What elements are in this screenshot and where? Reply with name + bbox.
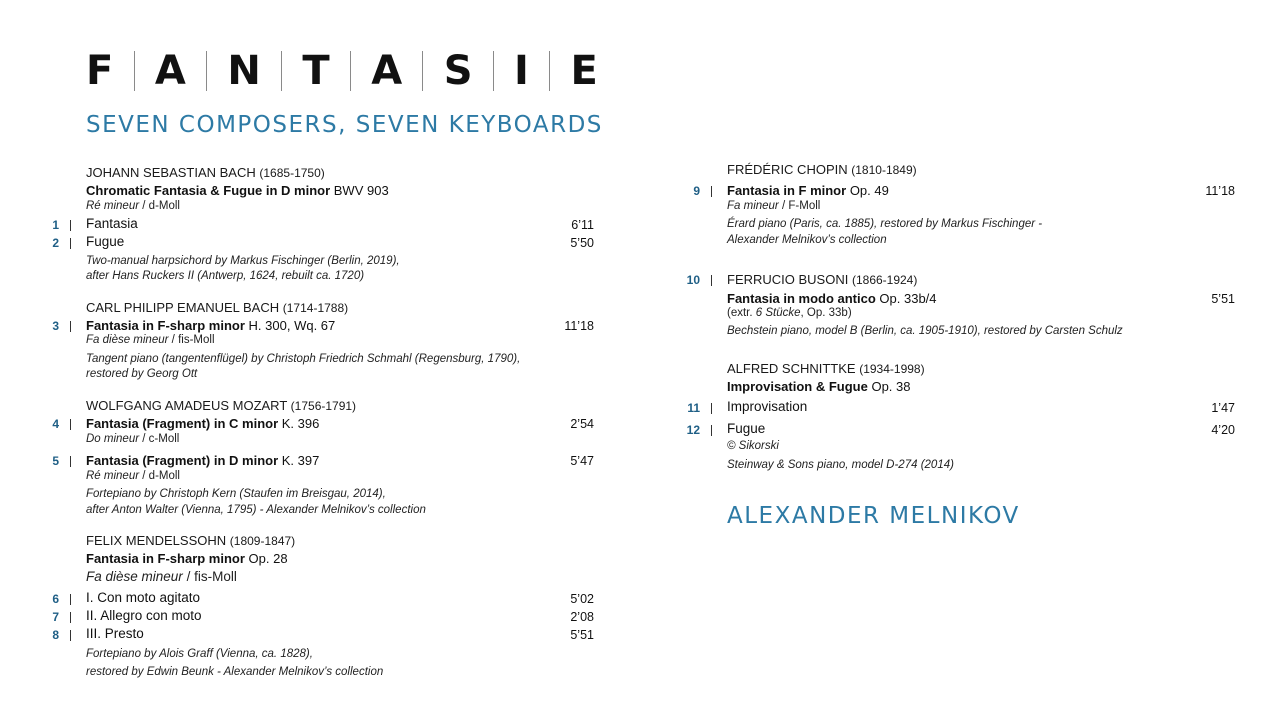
track-number: 4 <box>52 417 59 431</box>
composer-years: (1934-1998) <box>859 362 925 376</box>
work-title <box>86 318 335 334</box>
work-opus: K. 397 <box>281 453 320 468</box>
title-separator <box>350 51 351 91</box>
track-divider <box>70 594 71 605</box>
track-divider <box>711 275 712 286</box>
composer-heading <box>86 533 295 549</box>
composer-years: (1866-1924) <box>851 273 918 287</box>
work-name: Fantasia in modo antico <box>727 291 876 306</box>
work-opus: Op. 49 <box>849 183 889 198</box>
track-number: 9 <box>693 184 700 198</box>
key-french: Ré mineur <box>86 470 140 482</box>
title-letter: E <box>570 48 598 94</box>
work-name: Fantasia (Fragment) in C minor <box>86 416 279 431</box>
title-letter: T <box>302 48 330 94</box>
track-title: III. Presto <box>86 626 144 641</box>
title-separator <box>493 51 494 91</box>
title-separator <box>134 51 135 91</box>
track-duration: 6’11 <box>571 218 594 232</box>
work-opus: Op. 28 <box>248 551 288 566</box>
track-duration: 5’02 <box>570 592 594 606</box>
track-number: 1 <box>52 218 59 232</box>
track-duration: 11’18 <box>564 319 594 333</box>
track-divider <box>70 321 71 332</box>
track-number: 7 <box>52 610 59 624</box>
work-title <box>727 183 889 199</box>
track-number: 10 <box>686 273 700 287</box>
instrument-note: Érard piano (Paris, ca. 1885), restored by Markus Fischinger - <box>727 218 1043 230</box>
work-name: Fantasia in F minor <box>727 183 847 198</box>
title-separator <box>422 51 423 91</box>
key-french: Fa mineur <box>727 200 779 212</box>
track-duration: 4’20 <box>1211 423 1235 437</box>
track-number: 5 <box>52 454 59 468</box>
work-opus: Op. 33b/4 <box>879 291 937 306</box>
track-divider <box>711 425 712 436</box>
instrument-note: Two-manual harpsichord by Markus Fischinger (Berlin, 2019), <box>86 255 400 267</box>
work-name: Fantasia (Fragment) in D minor <box>86 453 279 468</box>
work-name: Improvisation & Fugue <box>727 379 868 394</box>
composer-heading <box>727 162 917 178</box>
key-german: d-Moll <box>148 470 180 482</box>
extract-collection: 6 Stücke <box>755 307 801 319</box>
work-name: Fantasia in F-sharp minor <box>86 318 245 333</box>
instrument-note: Fortepiano by Christoph Kern (Staufen im Breisgau, 2014), <box>86 488 386 500</box>
work-key: Fa dièse mineur / fis-Moll <box>86 569 237 584</box>
track-title: Fugue <box>727 421 766 436</box>
track-divider <box>711 403 712 414</box>
work-title <box>86 551 288 567</box>
track-number: 11 <box>687 401 700 415</box>
work-key: Ré mineur / d-Moll <box>86 470 180 482</box>
extract-suffix: , Op. 33b) <box>800 307 852 319</box>
composer-years: (1685-1750) <box>259 166 325 180</box>
composer-heading <box>727 272 917 288</box>
track-number: 8 <box>52 628 59 642</box>
album-subtitle: SEVEN COMPOSERS, SEVEN KEYBOARDS <box>86 112 603 138</box>
composer-years: (1809-1847) <box>229 534 296 548</box>
track-divider <box>70 612 71 623</box>
composer-years: (1810-1849) <box>851 163 917 177</box>
work-opus: BWV 903 <box>333 183 389 198</box>
track-number: 2 <box>52 236 59 250</box>
work-title <box>86 183 389 199</box>
key-french: Do mineur <box>86 433 140 445</box>
title-separator <box>281 51 282 91</box>
key-german: d-Moll <box>148 200 180 212</box>
key-french: Fa dièse mineur <box>86 334 169 346</box>
title-letter: F <box>86 48 114 94</box>
composer-heading <box>86 300 348 316</box>
composer-years: (1756-1791) <box>290 399 357 413</box>
instrument-note: Bechstein piano, model B (Berlin, ca. 1905-1910), restored by Carsten Schulz <box>727 325 1123 337</box>
track-number: 3 <box>52 319 59 333</box>
work-opus: Op. 38 <box>871 379 911 394</box>
work-extract <box>727 307 852 321</box>
composer-name: ALFRED SCHNITTKE <box>727 361 856 376</box>
extract-prefix: (extr. <box>727 307 753 319</box>
copyright-note: © Sikorski <box>727 440 779 452</box>
composer-years: (1714-1788) <box>282 301 349 315</box>
work-name: Chromatic Fantasia & Fugue in D minor <box>86 183 331 198</box>
work-key: Fa dièse mineur / fis-Moll <box>86 334 215 346</box>
title-letter: N <box>227 48 261 94</box>
title-letter: A <box>154 48 186 94</box>
work-title <box>727 379 911 395</box>
track-number: 12 <box>686 423 700 437</box>
composer-heading <box>86 165 325 181</box>
work-title <box>86 416 319 432</box>
title-separator <box>206 51 207 91</box>
key-french: Fa dièse mineur <box>86 569 183 584</box>
composer-name: CARL PHILIPP EMANUEL BACH <box>86 300 280 315</box>
track-title: Improvisation <box>727 399 808 414</box>
track-duration: 11’18 <box>1205 184 1235 198</box>
album-title <box>86 50 598 92</box>
key-german: fis-Moll <box>194 569 237 584</box>
track-duration: 5’47 <box>570 454 594 468</box>
track-divider <box>70 630 71 641</box>
work-name: Fantasia in F-sharp minor <box>86 551 245 566</box>
work-opus: K. 396 <box>281 416 320 431</box>
track-title: Fugue <box>86 234 125 249</box>
instrument-note: restored by Edwin Beunk - Alexander Melnikov’s collection <box>86 666 384 678</box>
work-key: Do mineur / c-Moll <box>86 433 180 445</box>
track-title: II. Allegro con moto <box>86 608 202 623</box>
instrument-note: after Anton Walter (Vienna, 1795) - Alexander Melnikov’s collection <box>86 504 426 516</box>
track-title: I. Con moto agitato <box>86 590 201 605</box>
track-duration: 5’51 <box>1211 292 1235 306</box>
work-key: Fa mineur / F-Moll <box>727 200 821 212</box>
track-duration: 2’08 <box>570 610 594 624</box>
track-divider <box>70 238 71 249</box>
key-german: c-Moll <box>148 433 180 445</box>
track-number: 6 <box>52 592 59 606</box>
track-duration: 2’54 <box>570 417 594 431</box>
instrument-note: Fortepiano by Alois Graff (Vienna, ca. 1828), <box>86 648 313 660</box>
composer-name: WOLFGANG AMADEUS MOZART <box>86 398 288 413</box>
key-german: F-Moll <box>788 200 821 212</box>
track-divider <box>70 220 71 231</box>
work-title <box>727 291 937 307</box>
title-letter: I <box>514 48 529 94</box>
composer-name: FRÉDÉRIC CHOPIN <box>727 162 848 177</box>
instrument-note: Steinway & Sons piano, model D-274 (2014) <box>727 459 954 471</box>
key-french: Ré mineur <box>86 200 140 212</box>
composer-heading <box>86 398 356 414</box>
instrument-note: restored by Georg Ott <box>86 368 198 380</box>
instrument-note: Alexander Melnikov’s collection <box>727 234 887 246</box>
composer-name: FERRUCIO BUSONI <box>727 272 849 287</box>
work-key: Ré mineur / d-Moll <box>86 200 180 212</box>
composer-name: FELIX MENDELSSOHN <box>86 533 227 548</box>
track-divider <box>711 186 712 197</box>
performer-name: ALEXANDER MELNIKOV <box>727 503 1020 529</box>
key-german: fis-Moll <box>178 334 215 346</box>
title-letter: A <box>371 48 403 94</box>
instrument-note: Tangent piano (tangentenflügel) by Christoph Friedrich Schmahl (Regensburg, 1790), <box>86 353 521 365</box>
track-title: Fantasia <box>86 216 138 231</box>
instrument-note: after Hans Ruckers II (Antwerp, 1624, rebuilt ca. 1720) <box>86 270 365 282</box>
track-duration: 5’51 <box>570 628 594 642</box>
track-duration: 1’47 <box>1211 401 1235 415</box>
work-opus: H. 300, Wq. 67 <box>248 318 336 333</box>
work-title <box>86 453 319 469</box>
track-duration: 5’50 <box>570 236 594 250</box>
composer-name: JOHANN SEBASTIAN BACH <box>86 165 256 180</box>
title-separator <box>549 51 550 91</box>
title-letter: S <box>443 48 473 94</box>
track-divider <box>70 456 71 467</box>
track-divider <box>70 419 71 430</box>
composer-heading <box>727 361 925 377</box>
